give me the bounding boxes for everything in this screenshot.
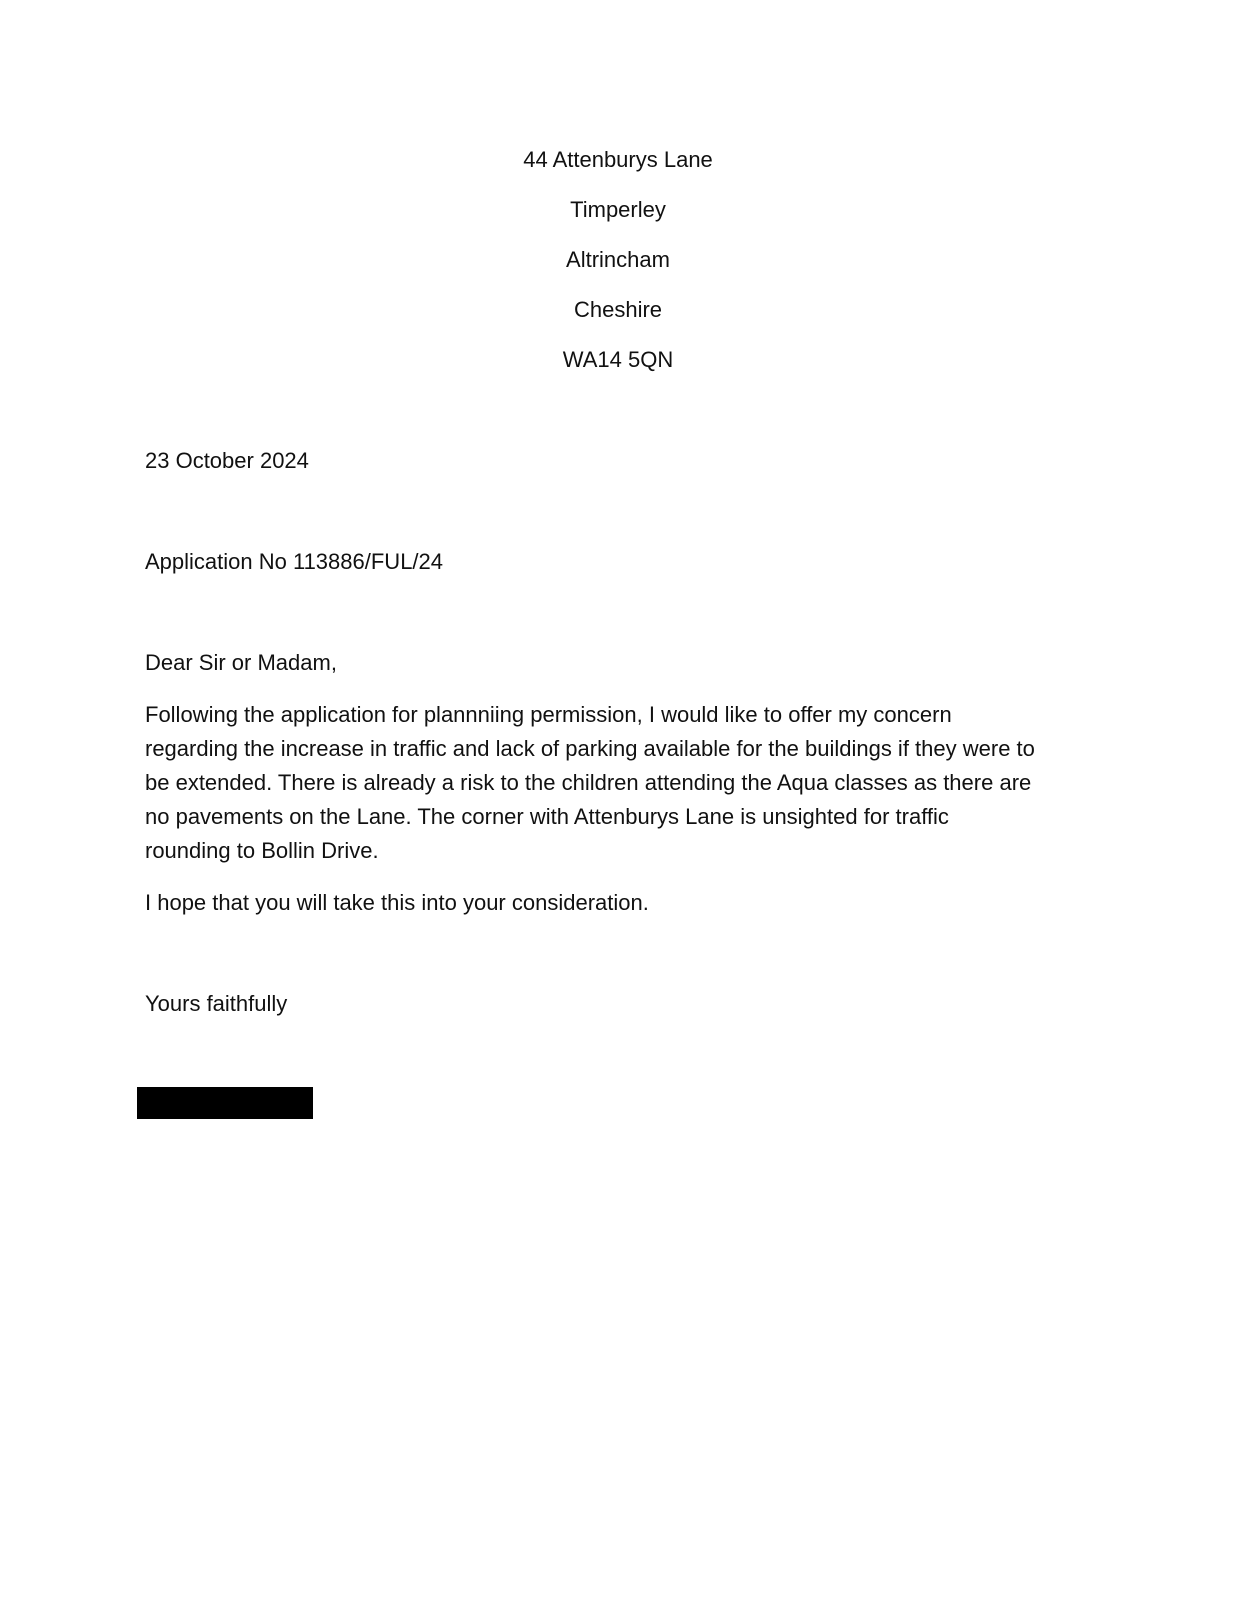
paragraph-line: regarding the increase in traffic and lack of parking available for the buildings if they were to — [145, 736, 1035, 761]
address-line-district: Timperley — [570, 197, 666, 222]
address-line-county: Cheshire — [573, 297, 663, 322]
address-line-postcode: WA14 5QN — [562, 347, 674, 372]
address-line-street: 44 Attenburys Lane — [523, 147, 713, 172]
salutation: Dear Sir or Madam, — [145, 650, 337, 675]
redacted-signature — [137, 1087, 313, 1119]
application-reference: Application No 113886/FUL/24 — [145, 549, 444, 574]
address-line-town: Altrincham — [566, 247, 670, 272]
letter-date: 23 October 2024 — [145, 448, 309, 473]
paragraph-line: rounding to Bollin Drive. — [145, 838, 379, 863]
body-paragraph-concern — [145, 698, 1105, 868]
paragraph-line: Following the application for plannniing permission, I would like to offer my concern — [145, 702, 952, 727]
paragraph-line: be extended. There is already a risk to the children attending the Aqua classes as there are — [145, 770, 1032, 795]
closing: Yours faithfully — [145, 991, 288, 1016]
body-paragraph-consideration: I hope that you will take this into your consideration. — [145, 890, 649, 915]
paragraph-line: no pavements on the Lane. The corner with Attenburys Lane is unsighted for traffic — [145, 804, 949, 829]
